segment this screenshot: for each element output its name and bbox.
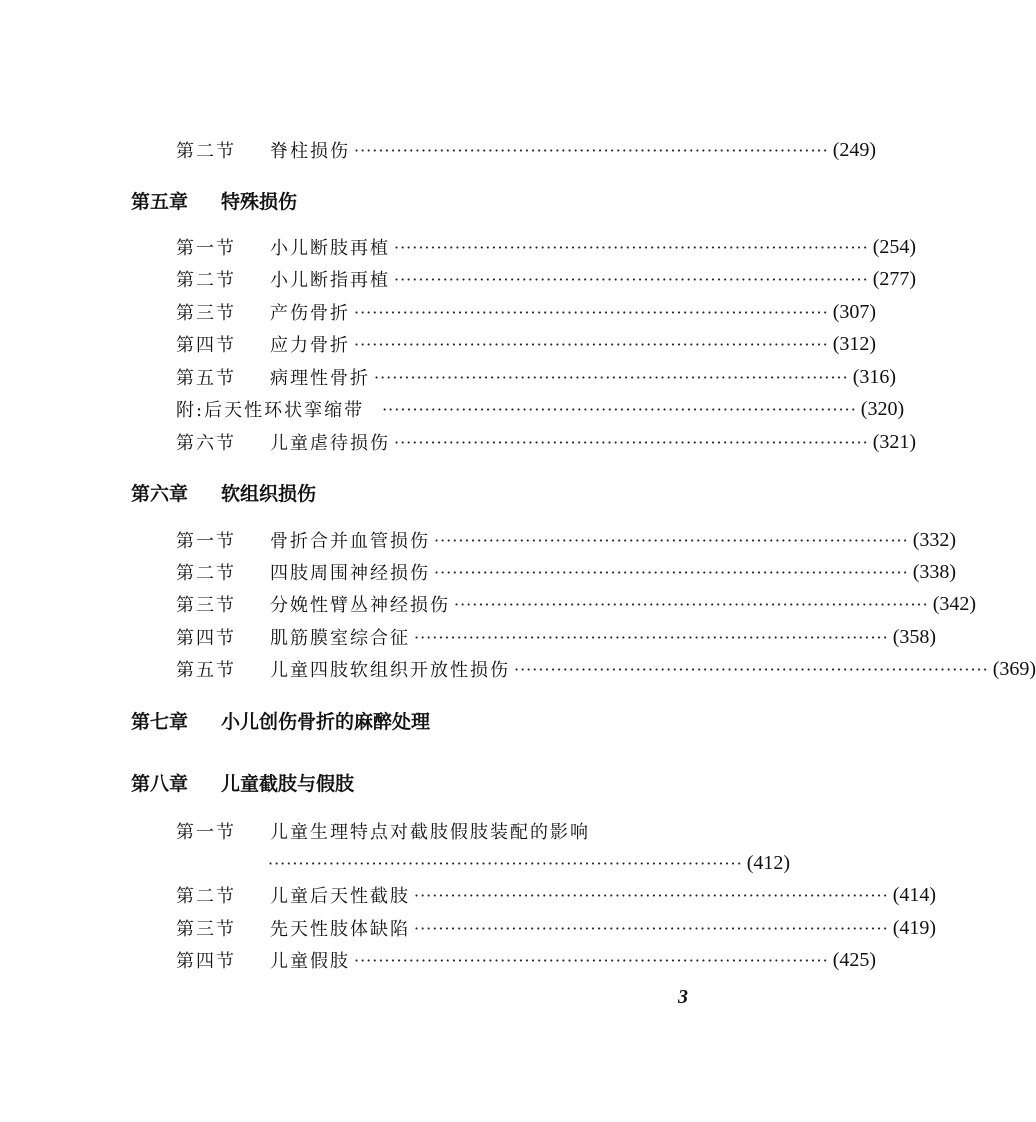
section-title: 应力骨折 xyxy=(270,335,350,356)
leader-dots: ·············································································· xyxy=(414,918,889,938)
leader-dots: ·············································································· xyxy=(354,334,829,354)
chapter-title: 特殊损伤 xyxy=(221,190,298,213)
section-number: 第一节 xyxy=(176,531,236,552)
page-ref: (414) xyxy=(892,883,937,906)
section-number: 第二节 xyxy=(176,270,236,291)
chapter-heading xyxy=(131,767,354,797)
section-title: 病理性骨折 xyxy=(270,368,370,389)
section-number: 第一节 xyxy=(176,238,236,259)
toc-entry xyxy=(176,135,877,165)
leader-dots: ·············································································· xyxy=(414,885,889,905)
chapter-heading xyxy=(131,477,316,507)
page-ref: (369) xyxy=(992,657,1036,680)
leader-dots: ·············································································· xyxy=(354,140,829,160)
page-ref: (307) xyxy=(832,300,877,323)
page-ref: (312) xyxy=(832,332,877,355)
leader-dots: ·············································································· xyxy=(434,562,909,582)
page-ref: (338) xyxy=(912,560,957,583)
toc-entry-continuation xyxy=(268,848,791,878)
section-number: 第四节 xyxy=(176,951,236,972)
section-title: 分娩性臂丛神经损伤 xyxy=(270,595,450,616)
section-number: 第三节 xyxy=(176,595,236,616)
leader-dots: ·············································································· xyxy=(268,853,743,873)
toc-entry xyxy=(176,232,917,262)
section-title: 儿童生理特点对截肢假肢装配的影响 xyxy=(270,822,590,843)
section-title: 小儿断指再植 xyxy=(270,270,390,291)
section-number: 第三节 xyxy=(176,919,236,940)
page-ref: (277) xyxy=(872,267,917,290)
section-number: 第一节 xyxy=(176,822,236,843)
section-number: 第二节 xyxy=(176,563,236,584)
toc-entry xyxy=(176,816,724,846)
toc-entry xyxy=(176,913,937,943)
leader-dots: ·············································································· xyxy=(414,627,889,647)
chapter-number: 第八章 xyxy=(131,772,189,795)
section-title: 小儿断肢再植 xyxy=(270,238,390,259)
chapter-heading xyxy=(131,185,297,215)
leader-dots: ·············································································· xyxy=(382,399,857,419)
page-ref: (254) xyxy=(872,235,917,258)
toc-entry xyxy=(176,654,1036,684)
toc-entry xyxy=(176,427,917,457)
page-ref: (249) xyxy=(832,138,877,161)
leader-dots: ·············································································· xyxy=(394,432,869,452)
section-title: 儿童假肢 xyxy=(270,951,350,972)
page-ref: (412) xyxy=(746,851,791,874)
toc-entry xyxy=(176,264,917,294)
chapter-title: 儿童截肢与假肢 xyxy=(221,772,355,795)
section-title: 骨折合并血管损伤 xyxy=(270,531,430,552)
section-title: 儿童虐待损伤 xyxy=(270,433,390,454)
toc-entry xyxy=(176,362,897,392)
chapter-number: 第六章 xyxy=(131,482,189,505)
toc-entry xyxy=(176,329,877,359)
page-number: 3 xyxy=(678,986,688,1008)
section-title: 儿童后天性截肢 xyxy=(270,886,410,907)
page-ref: (342) xyxy=(932,592,977,615)
leader-dots: ·············································································· xyxy=(514,659,989,679)
page-ref: (358) xyxy=(892,625,937,648)
toc-entry xyxy=(176,880,937,910)
appendix-title: 附:后天性环状挛缩带 xyxy=(176,400,365,421)
page-ref: (316) xyxy=(852,365,897,388)
section-number: 第三节 xyxy=(176,303,236,324)
toc-entry xyxy=(176,394,905,424)
section-title: 四肢周围神经损伤 xyxy=(270,563,430,584)
leader-dots: ·············································································· xyxy=(394,237,869,257)
page-ref: (321) xyxy=(872,430,917,453)
chapter-heading xyxy=(131,705,430,735)
section-title: 肌筋膜室综合征 xyxy=(270,628,410,649)
leader-dots: ·············································································· xyxy=(354,950,829,970)
chapter-title: 软组织损伤 xyxy=(221,482,317,505)
leader-dots: ·············································································· xyxy=(454,594,929,614)
section-title: 儿童四肢软组织开放性损伤 xyxy=(270,660,510,681)
section-title: 产伤骨折 xyxy=(270,303,350,324)
section-title: 先天性肢体缺陷 xyxy=(270,919,410,940)
section-number: 第二节 xyxy=(176,141,236,162)
chapter-number: 第五章 xyxy=(131,190,189,213)
section-number: 第五节 xyxy=(176,368,236,389)
leader-dots: ·············································································· xyxy=(374,367,849,387)
toc-entry xyxy=(176,622,937,652)
leader-dots: ·············································································· xyxy=(434,530,909,550)
toc-entry xyxy=(176,557,957,587)
toc-entry xyxy=(176,525,957,555)
section-number: 第二节 xyxy=(176,886,236,907)
chapter-number: 第七章 xyxy=(131,710,189,733)
section-number: 第五节 xyxy=(176,660,236,681)
page-ref: (320) xyxy=(860,397,905,420)
page-ref: (425) xyxy=(832,948,877,971)
section-title: 脊柱损伤 xyxy=(270,141,350,162)
leader-dots: ·············································································· xyxy=(354,302,829,322)
toc-entry xyxy=(176,297,877,327)
section-number: 第六节 xyxy=(176,433,236,454)
section-number: 第四节 xyxy=(176,628,236,649)
page-ref: (332) xyxy=(912,528,957,551)
toc-entry xyxy=(176,945,877,975)
page-ref: (419) xyxy=(892,916,937,939)
chapter-title: 小儿创伤骨折的麻醉处理 xyxy=(221,710,431,733)
section-number: 第四节 xyxy=(176,335,236,356)
leader-dots: ·············································································· xyxy=(394,269,869,289)
toc-entry xyxy=(176,589,977,619)
